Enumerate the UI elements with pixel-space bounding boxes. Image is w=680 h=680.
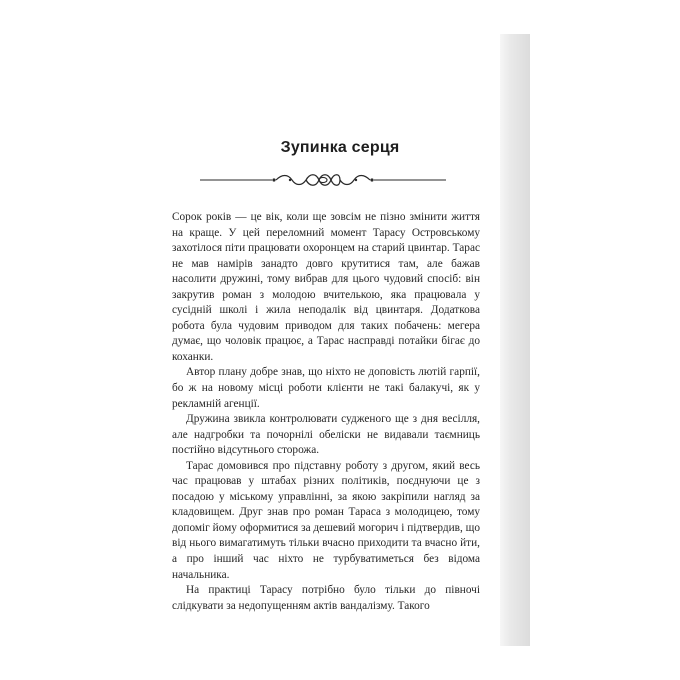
chapter-title: Зупинка серця (280, 139, 400, 156)
page-edge-shadow (500, 34, 530, 646)
paragraph: Автор плану добре знав, що ніхто не доповість лютій гарпії, бо ж на новому місці роботи клієнти не такі балакучі, як у рекламній агенції. (172, 366, 480, 410)
paragraph: Сорок років — це вік, коли ще зовсім не пізно змінити життя на краще. У цей переломний момент Тарасу Островському захотілося піти працювати охоронцем на старий цвинтар. Тарас не мав намірів занадто довго крутитися там, але бажав насолити дружині, тому вибрав для цього чудовий спосіб: він закрутив роман з молодою вчителькою, яка працювала у сусідній школі і жила неподалік від цвинтаря. Додаткова робота була чудовим приводом для таких побачень: мегера думає, що чоловік працює, а Тарас насправді потайки бігає до коханки. (172, 211, 480, 363)
paragraph: Дружина звикла контролювати судженого ще з дня весілля, але надгробки та почорнілі обеліски не видавали таємниць постійно відсутнього сторожа. (172, 413, 480, 457)
title-flourish-icon (200, 171, 446, 189)
paragraph: Тарас домовився про підставну роботу з другом, який весь час працював у штабах різних політиків, поєднуючи це з посадою у міському управлінні, за якою закріпили нагляд за кладовищем. Друг знав про роман Тараса з молодицею, тому допоміг йому оформитися за дешевий могорич і підтвердив, що від нього вимагатимуть тільки вчасно приходити та вчасно йти, а про інший час ніхто не турбуватиметься без відома начальника. (172, 459, 480, 581)
chapter-body (172, 210, 480, 614)
paragraph: На практиці Тарасу потрібно було тільки до півночі слідкувати за недопущенням актів вандалізму. Такого (172, 584, 480, 612)
